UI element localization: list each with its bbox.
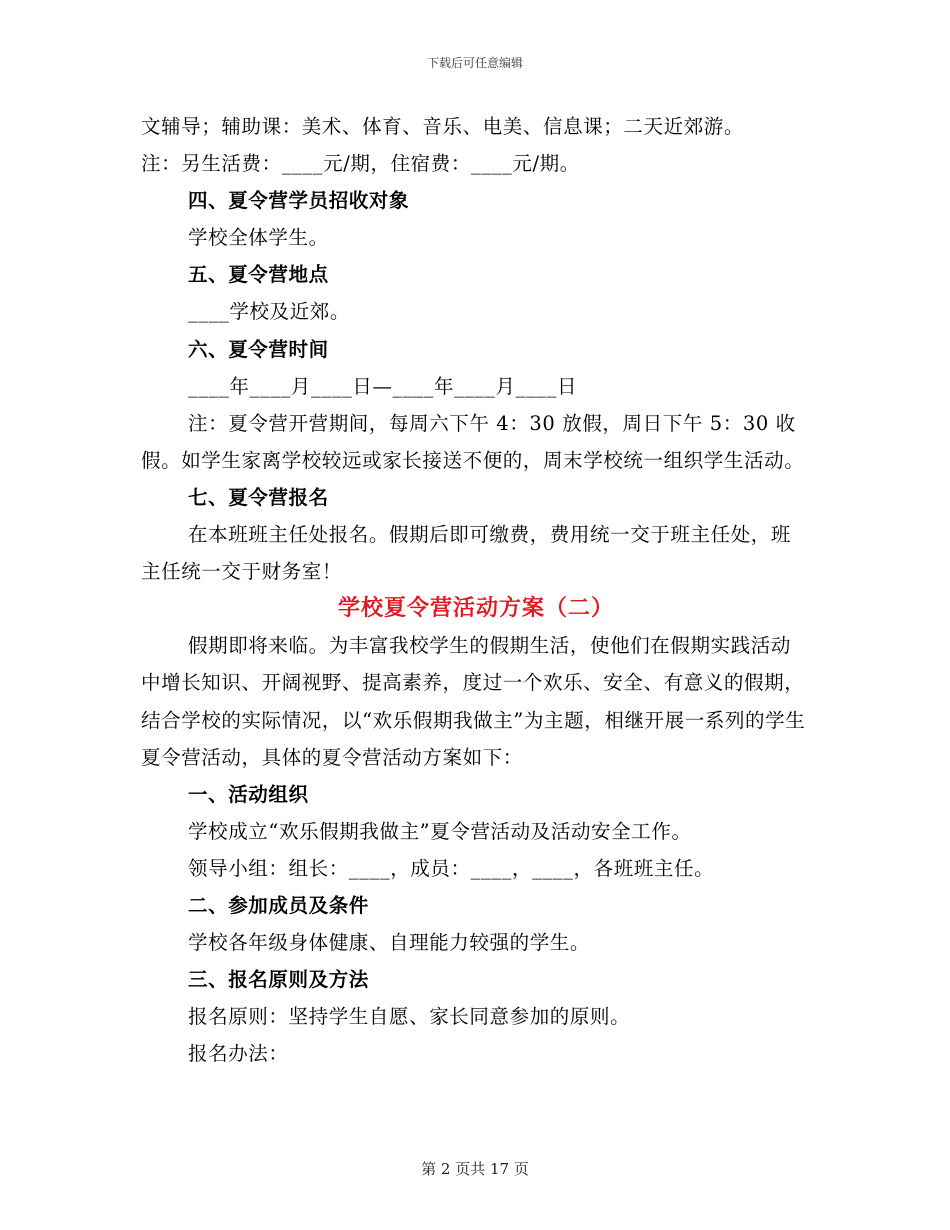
- page-header-note: 下载后可任意编辑: [426, 56, 523, 70]
- paragraph-line1: 文辅导；辅助课：美术、体育、音乐、电美、信息课；二天近郊游。: [141, 115, 745, 138]
- paragraph-4: 学校全体学生。: [188, 226, 329, 250]
- section-heading-6: 六、夏令营时间: [188, 337, 329, 361]
- section-heading-7: 七、夏令营报名: [188, 485, 329, 509]
- paragraph-s3-1: 报名原则：坚持学生自愿、家长同意参加的原则。: [188, 1005, 631, 1029]
- paragraph-6-dates: ____年____月____日—____年____月____日: [188, 374, 578, 398]
- paragraph-s1-1: 学校成立“欢乐假期我做主”夏令营活动及活动安全工作。: [188, 819, 692, 843]
- document-title-2: 学校夏令营活动方案（二）: [337, 596, 614, 622]
- paragraph-5: ____学校及近郊。: [188, 300, 350, 324]
- paragraph-intro: 假期即将来临。为丰富我校学生的假期生活，使他们在假期实践活动中增长知识、开阔视野、提高素养，度过一个欢乐、安全、有意义的假期，结合学校的实际情况，以“欢乐假期我做主”为主题，相继开展一系列的学生夏令营活动，具体的夏令营活动方案如下：: [141, 634, 806, 769]
- section-heading-3: 三、报名原则及方法: [188, 968, 369, 992]
- paragraph-s3-2: 报名办法：: [188, 1042, 289, 1066]
- paragraph-6-note: 注：夏令营开营期间，每周六下午 4：30 放假，周日下午 5：30 收假。如学生家离学校较远或家长接送不便的，周末学校统一组织学生活动。: [141, 411, 805, 472]
- section-heading-5: 五、夏令营地点: [188, 263, 329, 287]
- section-heading-4: 四、夏令营学员招收对象: [188, 189, 410, 213]
- document-body: [141, 108, 811, 1072]
- paragraph-s2-1: 学校各年级身体健康、自理能力较强的学生。: [188, 931, 591, 955]
- paragraph-line2: 注：另生活费：____元/期，住宿费：____元/期。: [141, 152, 580, 176]
- paragraph-7: 在本班班主任处报名。假期后即可缴费，费用统一交于班主任处，班主任统一交于财务室！: [141, 523, 792, 584]
- section-heading-1: 一、活动组织: [188, 782, 309, 806]
- paragraph-s1-2: 领导小组：组长：____，成员：____，____，各班班主任。: [188, 856, 715, 880]
- page-footer-number: 第 2 页共 17 页: [421, 1160, 529, 1178]
- section-heading-2: 二、参加成员及条件: [188, 893, 369, 917]
